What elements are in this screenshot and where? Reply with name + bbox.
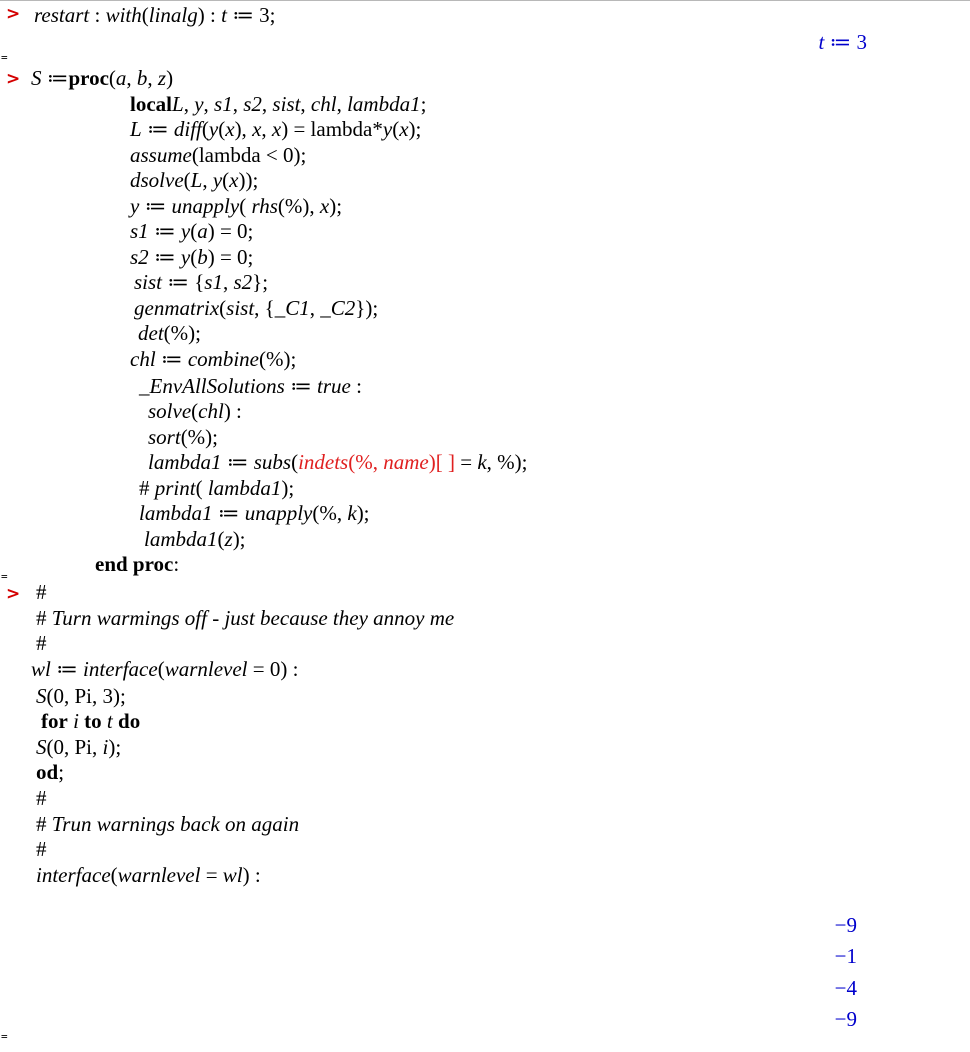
code-line-s2: s2 ≔ y(b) = 0; (130, 245, 254, 269)
code-line-envallsolutions: _EnvAllSolutions ≔ true : (139, 374, 362, 398)
code-line-lambda1-subs: lambda1 ≔ subs(indets(%, name)[ ] = k, %); (148, 450, 528, 474)
code-line-sort: sort(%); (148, 425, 219, 449)
input-line-restart[interactable]: restart : with(linalg) : t ≔ 3; (34, 3, 276, 27)
code-line-lambda1-unapply: lambda1 ≔ unapply(%, k); (139, 501, 370, 525)
prompt-marker-1: > (6, 4, 21, 24)
code-line-comment-warnings-on: # Trun warnings back on again (36, 812, 300, 836)
output-value-3: −4 (834, 976, 857, 1000)
code-line-comment-1: # (36, 580, 47, 604)
code-line-print-comment: # print( lambda1); (139, 476, 295, 500)
code-line-s1: s1 ≔ y(a) = 0; (130, 219, 254, 243)
code-line-local: localL, y, s1, s2, sist, chl, lambda1; (130, 92, 427, 116)
group-separator-2: = (1, 570, 8, 583)
code-line-lambda1-call: lambda1(z); (144, 527, 246, 551)
code-line-comment-3: # (36, 786, 47, 810)
output-value-4: −9 (834, 1007, 857, 1031)
code-line-interface-restore: interface(warnlevel = wl) : (36, 863, 261, 887)
code-line-genmatrix: genmatrix(sist, {_C1, _C2}); (134, 296, 379, 320)
output-value-2: −1 (834, 944, 857, 968)
code-line-comment-2: # (36, 631, 47, 655)
code-line-chl: chl ≔ combine(%); (130, 347, 297, 371)
code-line-sist: sist ≔ {s1, s2}; (134, 270, 269, 294)
output-value-1: −9 (834, 913, 857, 937)
code-line-solve: solve(chl) : (148, 399, 242, 423)
group-separator-3: = (1, 1030, 8, 1043)
group-separator-1: = (1, 51, 8, 64)
code-line-s-call-i: S(0, Pi, i); (36, 735, 122, 759)
code-line-comment-4: # (36, 837, 47, 861)
code-line-interface-wl: wl ≔ interface(warnlevel = 0) : (31, 657, 299, 681)
code-line-od: od; (36, 760, 65, 784)
prompt-marker-3: > (6, 584, 21, 604)
code-line-assume: assume(lambda < 0); (130, 143, 307, 167)
top-border (0, 0, 970, 1)
code-line-dsolve: dsolve(L, y(x)); (130, 168, 259, 192)
code-line-det: det(%); (138, 321, 201, 345)
code-line-end-proc: end proc: (95, 552, 180, 576)
code-line-diff: L ≔ diff(y(x), x, x) = lambda*y(x); (130, 117, 422, 141)
output-t-assignment: t ≔ 3 (818, 30, 867, 54)
code-line-proc: S ≔proc(a, b, z) (31, 66, 174, 90)
prompt-marker-2: > (6, 69, 21, 89)
code-line-for: for i to t do (41, 709, 141, 733)
code-line-s-call: S(0, Pi, 3); (36, 684, 126, 708)
code-line-comment-warnings-off: # Turn warmings off - just because they annoy me (36, 606, 455, 630)
code-line-unapply-y: y ≔ unapply( rhs(%), x); (130, 194, 343, 218)
